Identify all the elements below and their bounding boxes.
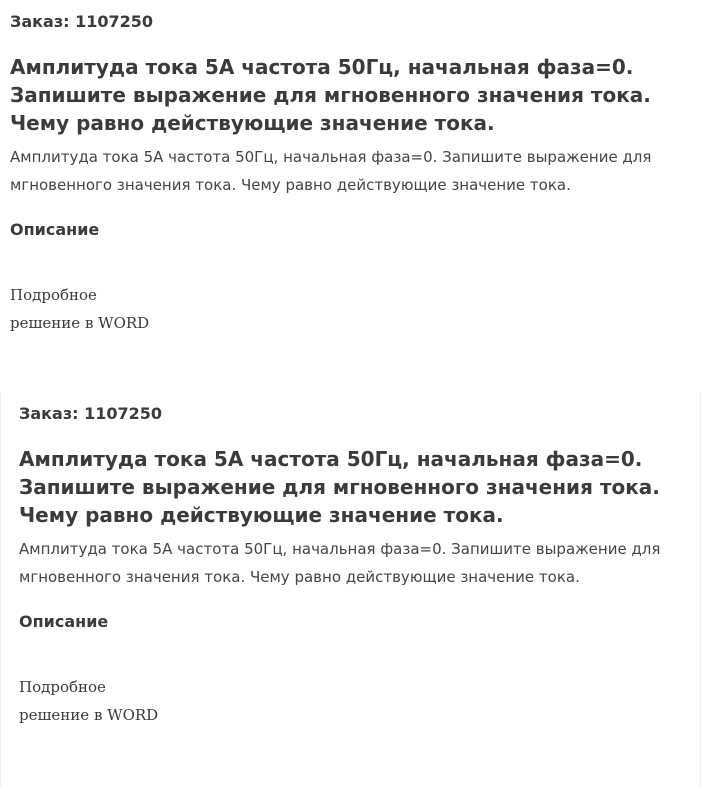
order-card-top — [0, 0, 701, 375]
solution-note — [19, 673, 219, 729]
task-title: Амплитуда тока 5А частота 50Гц, начальная фаза=0. Запишите выражение для мгновенного значения тока. Чему равно действующие значение тока. — [10, 55, 651, 135]
solution-note-line-1: Подробное — [10, 286, 97, 304]
solution-note-line-2: решение в WORD — [10, 314, 150, 332]
order-card-bottom — [0, 392, 701, 788]
task-description: Амплитуда тока 5А частота 50Гц, начальная фаза=0. Запишите выражение для мгновенного значения тока. Чему равно действующие значение тока. — [19, 540, 661, 586]
order-number: Заказ: 1107250 — [10, 12, 154, 31]
task-title: Амплитуда тока 5А частота 50Гц, начальная фаза=0. Запишите выражение для мгновенного значения тока. Чему равно действующие значение тока. — [19, 447, 660, 527]
description-heading: Описание — [10, 220, 100, 239]
task-description: Амплитуда тока 5А частота 50Гц, начальная фаза=0. Запишите выражение для мгновенного значения тока. Чему равно действующие значение тока. — [10, 148, 652, 194]
solution-note-line-2: решение в WORD — [19, 706, 159, 724]
description-heading: Описание — [19, 612, 109, 631]
solution-note-line-1: Подробное — [19, 678, 106, 696]
solution-note — [10, 281, 210, 337]
order-number: Заказ: 1107250 — [19, 404, 163, 423]
